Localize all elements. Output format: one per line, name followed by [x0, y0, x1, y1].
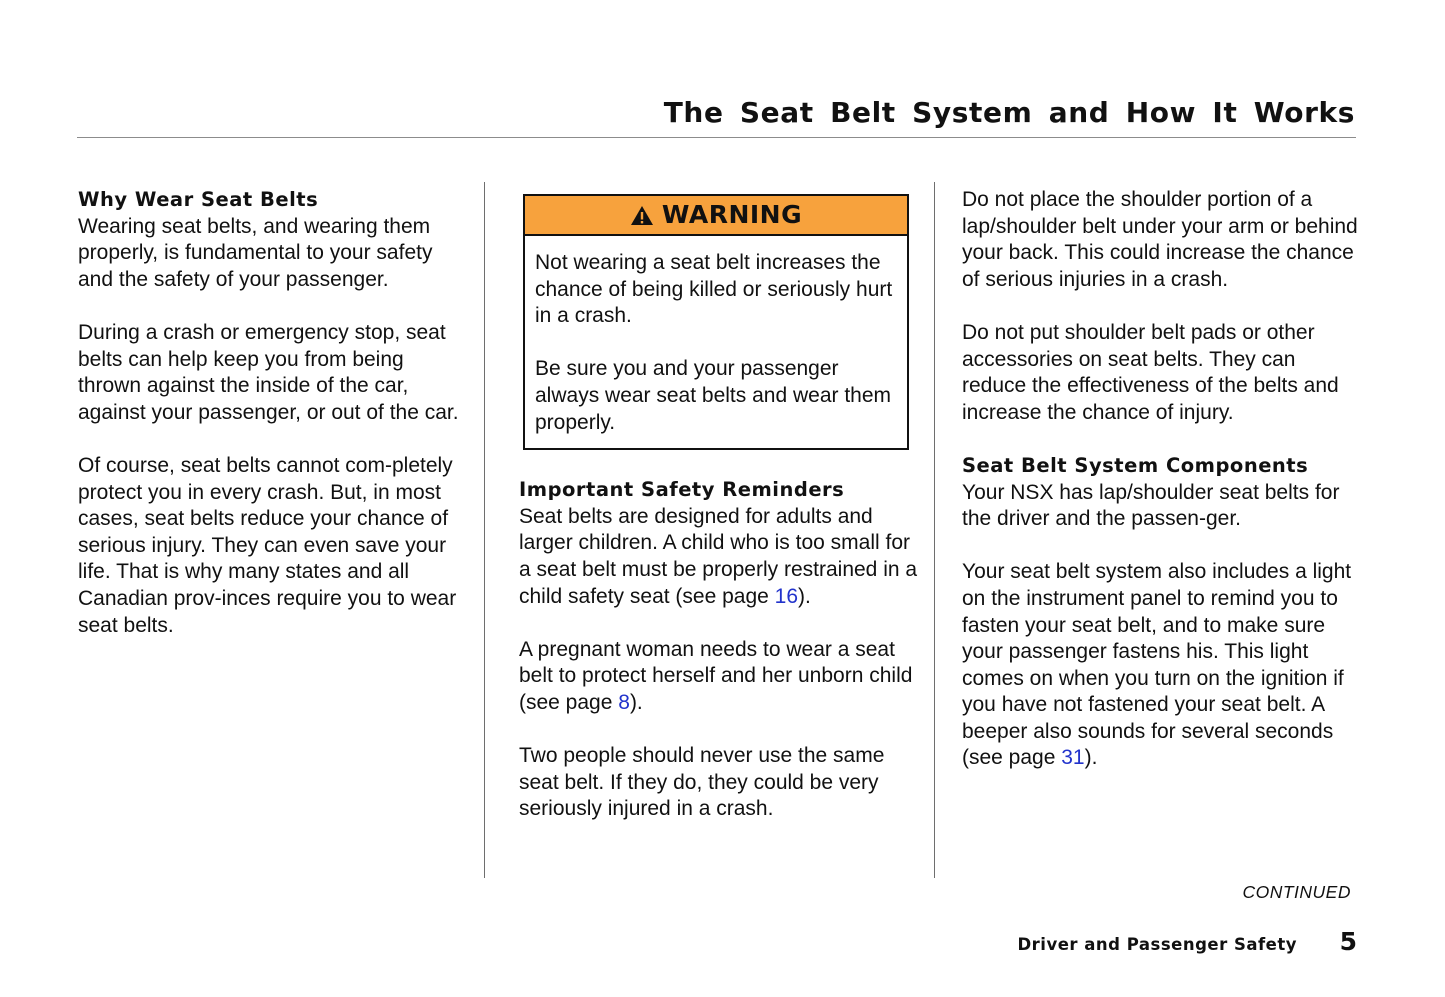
- section-heading-why-wear: Why Wear Seat Belts: [78, 188, 319, 211]
- paragraph: [962, 559, 1362, 772]
- paragraph-text-end: ).: [1084, 746, 1098, 770]
- paragraph: Two people should never use the same seat belt. If they do, they could be very seriously injured in a crash.: [519, 744, 885, 821]
- warning-header: [525, 196, 907, 236]
- section-heading-components: Seat Belt System Components: [962, 453, 1309, 477]
- continued-label: CONTINUED: [1242, 882, 1351, 902]
- title-rule: [77, 137, 1356, 138]
- column-divider-1: [484, 182, 485, 878]
- page-title: The Seat Belt System and How It Works: [663, 96, 1355, 129]
- paragraph: Do not place the shoulder portion of a lap/shoulder belt under your arm or behind your back. This could increase the chance of serious injuries in a crash.: [962, 188, 1358, 291]
- paragraph: Your NSX has lap/shoulder seat belts for the driver and the passen-ger.: [962, 480, 1340, 531]
- warning-triangle-icon: [630, 205, 654, 226]
- paragraph: [519, 637, 919, 717]
- paragraph-text-end: ).: [629, 690, 643, 714]
- warning-box: [523, 194, 909, 450]
- paragraph: Wearing seat belts, and wearing them properly, is fundamental to your safety and the safety of your passenger.: [78, 214, 433, 291]
- paragraph-text: A pregnant woman needs to wear a seat belt to protect herself and her unborn child (see page: [519, 637, 913, 714]
- paragraph-text: Seat belts are designed for adults and larger children. A child who is too small for a seat belt must be properly restrained in a child safety seat (see page: [519, 504, 918, 608]
- paragraph-text: Your seat belt system also includes a light on the instrument panel to remind you to fasten your seat belt, and to make sure your passenger fastens his. This light comes on when you turn on the ignition if you have not fastened your seat belt. A beeper also sounds for several seconds (see page: [962, 560, 1352, 770]
- paragraph: Of course, seat belts cannot com-pletely protect you in every crash. But, in most cases, seat belts reduce your chance of serious injury. They can even save your life. That is why many states and all Canadian prov-inces require you to wear seat belts.: [78, 453, 457, 637]
- column-divider-2: [934, 182, 935, 878]
- column-middle: [519, 187, 919, 849]
- warning-label: WARNING: [661, 199, 803, 229]
- footer-section-title: Driver and Passenger Safety: [1017, 935, 1297, 954]
- page-link-31[interactable]: 31: [1061, 746, 1085, 770]
- paragraph: During a crash or emergency stop, seat belts can help keep you from being thrown against the inside of the car, against your passenger, or out of the car.: [78, 320, 459, 424]
- column-left: [78, 187, 468, 666]
- page-link-16[interactable]: 16: [774, 584, 799, 608]
- paragraph: Do not put shoulder belt pads or other accessories on seat belts. They can reduce the effectiveness of the belts and increase the chance of injury.: [962, 320, 1339, 424]
- page-link-8[interactable]: 8: [618, 690, 630, 714]
- warning-paragraph: Not wearing a seat belt increases the chance of being killed or seriously hurt in a crash.: [535, 251, 893, 328]
- paragraph: [519, 504, 919, 610]
- warning-paragraph: Be sure you and your passenger always wear seat belts and wear them properly.: [535, 357, 892, 434]
- column-right: [962, 187, 1362, 799]
- section-heading-safety-reminders: Important Safety Reminders: [519, 478, 845, 502]
- warning-body: [525, 236, 907, 436]
- page-number: 5: [1339, 927, 1357, 956]
- paragraph-text-end: ).: [798, 584, 811, 608]
